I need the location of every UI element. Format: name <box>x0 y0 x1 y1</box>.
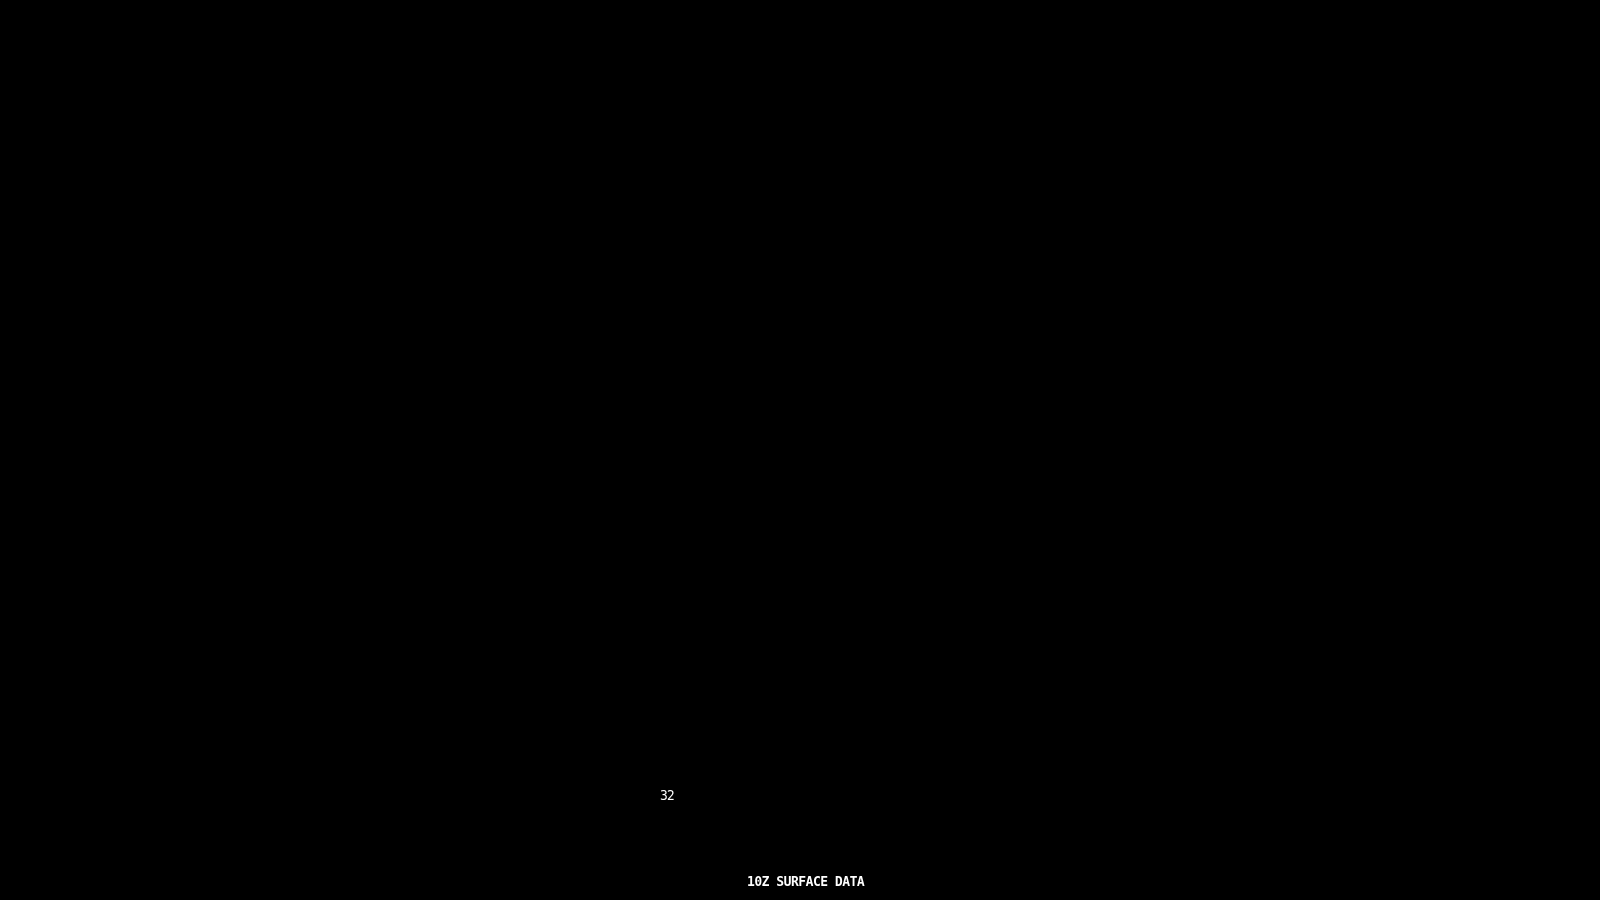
plot-caption: 10Z SURFACE DATA <box>747 875 865 890</box>
station-plot-value: 32 <box>660 789 674 804</box>
